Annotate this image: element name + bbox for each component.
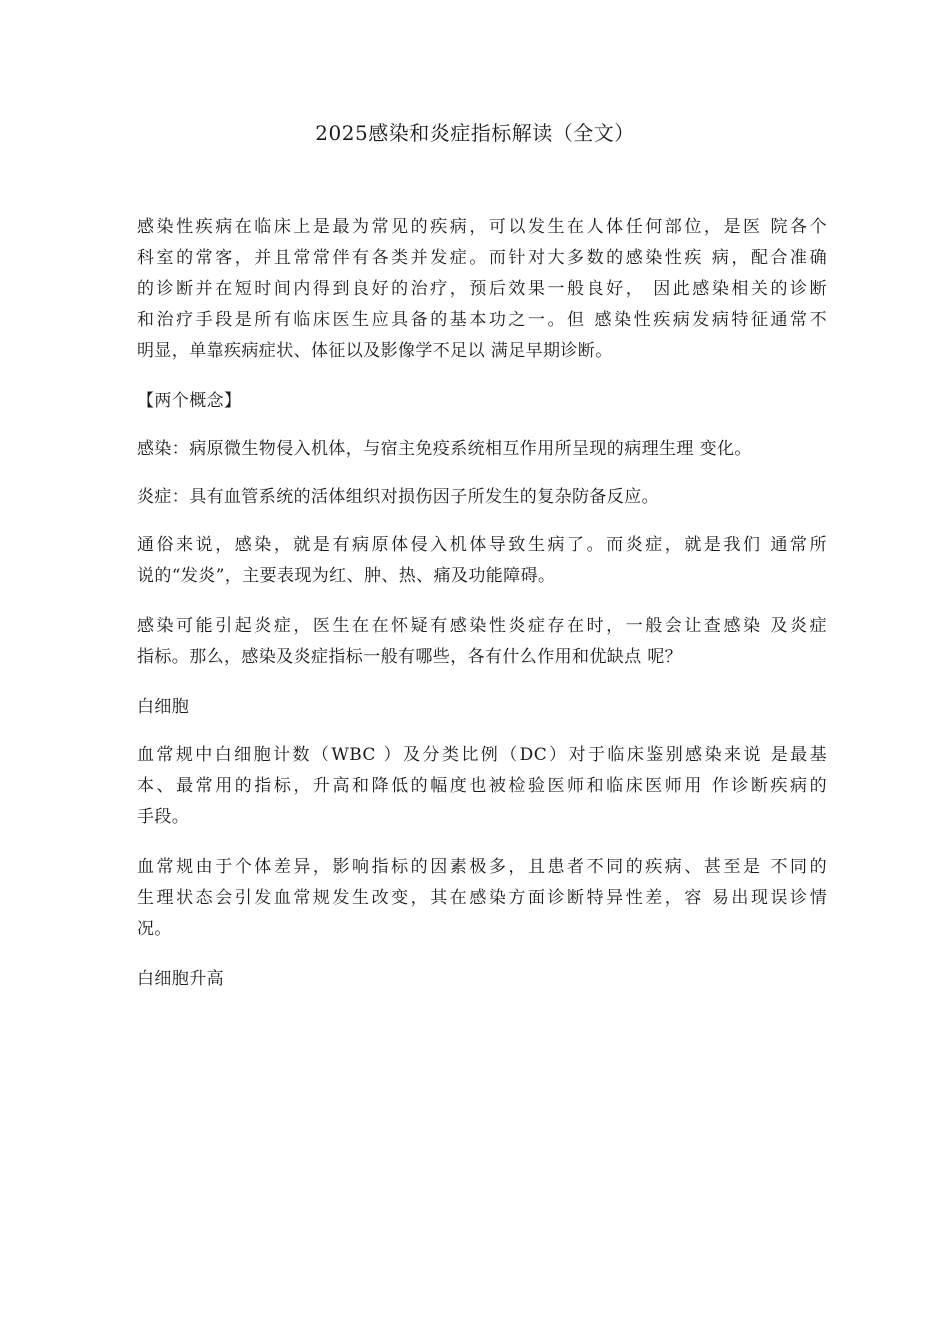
- paragraph-two-concepts-heading: [137, 386, 827, 417]
- text-line: 【两个概念】: [137, 391, 242, 411]
- text-line: 本、最常用的指标，升高和降低的幅度也被检验医师和临床医师用 作诊断疾病的: [137, 776, 827, 796]
- text-line: 感染性疾病在临床上是最为常见的疾病，可以发生在人体任何部位，是医 院各个: [137, 217, 827, 237]
- text-line: 通俗来说，感染，就是有病原体侵入机体导致生病了。而炎症，就是我们 通常所: [137, 535, 827, 555]
- document-body: [137, 212, 827, 1012]
- text-line: 感染可能引起炎症，医生在在怀疑有感染性炎症存在时，一般会让查感染 及炎症: [137, 616, 827, 636]
- text-line: 和治疗手段是所有临床医生应具备的基本功之一。但 感染性疾病发病特征通常不: [137, 310, 827, 330]
- paragraph-wbc-limitations: [137, 852, 827, 945]
- text-line: 科室的常客，并且常常伴有各类并发症。而针对大多数的感染性疾 病，配合准确: [137, 248, 827, 268]
- paragraph-wbc-elevated-heading: [137, 964, 827, 995]
- text-line: 白细胞升高: [137, 969, 224, 989]
- paragraph-infection-definition: [137, 434, 827, 465]
- text-line: 说的“发炎”，主要表现为红、肿、热、痛及功能障碍。: [137, 566, 556, 586]
- text-line: 指标。那么，感染及炎症指标一般有哪些，各有什么作用和优缺点 呢？: [137, 647, 683, 667]
- text-line: 手段。: [137, 807, 190, 827]
- text-line: 白细胞: [137, 697, 190, 717]
- text-line: 血常规由于个体差异，影响指标的因素极多，且患者不同的疾病、甚至是 不同的: [137, 857, 827, 877]
- paragraph-question: [137, 611, 827, 673]
- text-line: 感染：病原微生物侵入机体，与宿主免疫系统相互作用所呈现的病理生理 变化。: [137, 439, 752, 459]
- paragraph-intro: [137, 212, 827, 367]
- paragraph-inflammation-definition: [137, 482, 827, 513]
- text-line: 的诊断并在短时间内得到良好的治疗，预后效果一般良好， 因此感染相关的诊断: [137, 279, 827, 299]
- paragraph-wbc-description: [137, 740, 827, 833]
- text-line: 血常规中白细胞计数（WBC ）及分类比例（DC）对于临床鉴别感染来说 是最基: [137, 745, 827, 765]
- text-line: 生理状态会引发血常规发生改变，其在感染方面诊断特异性差，容 易出现误诊情: [137, 888, 827, 908]
- text-line: 炎症：具有血管系统的活体组织对损伤因子所发生的复杂防备反应。: [137, 487, 659, 507]
- document-title: 2025感染和炎症指标解读（全文）: [315, 121, 635, 145]
- paragraph-wbc-heading: [137, 692, 827, 723]
- text-line: 况。: [137, 919, 172, 939]
- paragraph-plain-explanation: [137, 530, 827, 592]
- text-line: 明显，单靠疾病症状、体征以及影像学不足以 满足早期诊断。: [137, 341, 613, 361]
